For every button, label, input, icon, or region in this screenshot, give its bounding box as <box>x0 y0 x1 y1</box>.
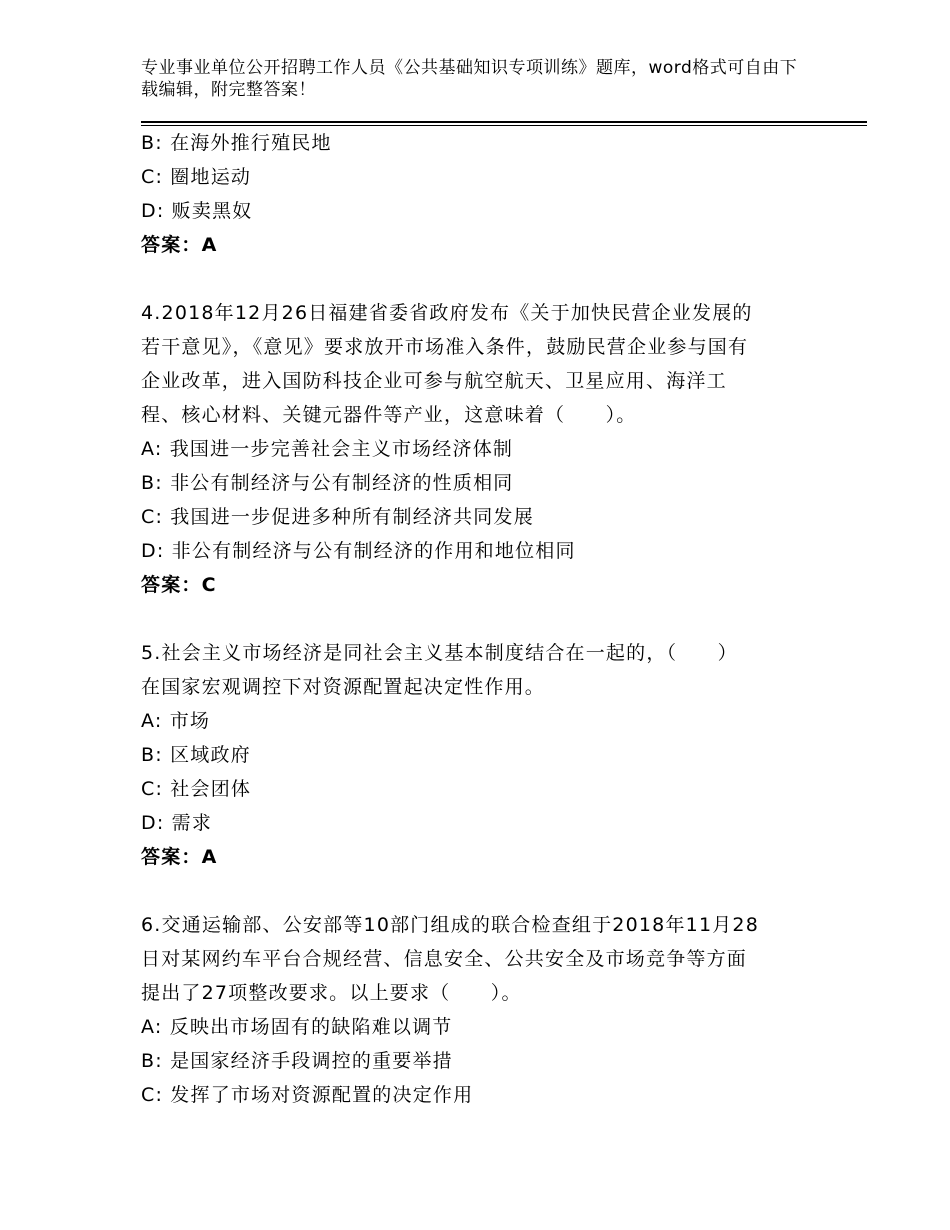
option-b: B: 在海外推行殖民地 <box>141 132 332 154</box>
option-c: C: 社会团体 <box>141 778 252 800</box>
option-d: D: 需求 <box>141 812 213 834</box>
spacer <box>141 602 811 636</box>
option-d: D: 非公有制经济与公有制经济的作用和地位相同 <box>141 540 576 562</box>
question-text-line: 企业改革，进入国防科技企业可参与航空航天、卫星应用、海洋工 <box>141 370 727 392</box>
option-d: D: 贩卖黑奴 <box>141 200 253 222</box>
question-text-line: 4.2018年12月26日福建省委省政府发布《关于加快民营企业发展的 <box>141 302 753 324</box>
option-c: C: 我国进一步促进多种所有制经济共同发展 <box>141 506 534 528</box>
question-text-line: 6.交通运输部、公安部等10部门组成的联合检查组于2018年11月28 <box>141 914 760 936</box>
option-b: B: 是国家经济手段调控的重要举措 <box>141 1050 453 1072</box>
option-b: B: 非公有制经济与公有制经济的性质相同 <box>141 472 514 494</box>
question-text-line: 日对某网约车平台合规经营、信息安全、公共安全及市场竞争等方面 <box>141 948 748 970</box>
question-text-line: 若干意见》，《意见》要求放开市场准入条件，鼓励民营企业参与国有 <box>141 336 749 358</box>
question-6 <box>141 908 811 1112</box>
option-b: B: 区域政府 <box>141 744 251 766</box>
question-content <box>141 126 811 1112</box>
question-text-line: 提出了27项整改要求。以上要求（ ）。 <box>141 982 522 1004</box>
question-3-tail <box>141 126 811 262</box>
answer-label: 答案：C <box>141 574 217 596</box>
question-5 <box>141 636 811 874</box>
option-c: C: 圈地运动 <box>141 166 252 188</box>
page-header: 专业事业单位公开招聘工作人员《公共基础知识专项训练》题库，word格式可自由下载编辑，附完整答案！ <box>141 58 798 100</box>
question-text-line: 5.社会主义市场经济是同社会主义基本制度结合在一起的，（ ） <box>141 642 738 664</box>
spacer <box>141 874 811 908</box>
question-text-line: 程、核心材料、关键元器件等产业，这意味着（ ）。 <box>141 404 637 426</box>
spacer <box>141 262 811 296</box>
header-rule-thick <box>141 121 867 123</box>
answer-label: 答案：A <box>141 846 218 868</box>
question-4 <box>141 296 811 602</box>
option-c: C: 发挥了市场对资源配置的决定作用 <box>141 1084 474 1106</box>
option-a: A: 我国进一步完善社会主义市场经济体制 <box>141 438 514 460</box>
answer-label: 答案：A <box>141 234 218 256</box>
option-a: A: 市场 <box>141 710 211 732</box>
question-text-line: 在国家宏观调控下对资源配置起决定性作用。 <box>141 676 546 698</box>
option-a: A: 反映出市场固有的缺陷难以调节 <box>141 1016 453 1038</box>
